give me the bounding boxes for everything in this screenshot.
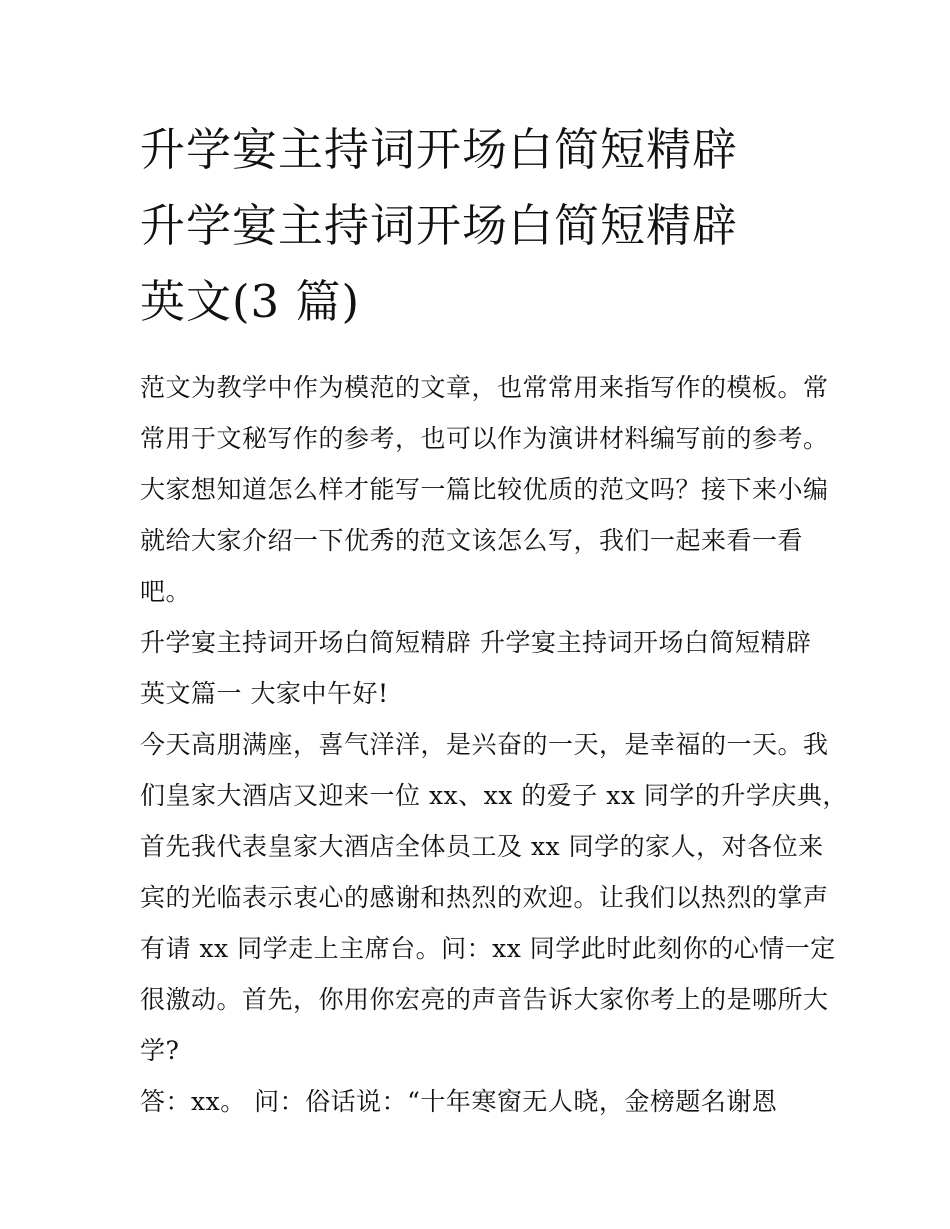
section-heading-paragraph <box>140 617 820 719</box>
text-line: 答：xx。 问：俗话说：“十年寒窗无人晓，金榜题名谢恩 <box>140 1087 778 1116</box>
document-content <box>140 112 848 1127</box>
text-line: 就给大家介绍一下优秀的范文该怎么写，我们一起来看一看 <box>140 526 804 555</box>
text-line: 英文篇一 大家中午好! <box>140 679 389 708</box>
text-line: 首先我代表皇家大酒店全体员工及 xx 同学的家人，对各位来 <box>140 832 824 861</box>
title-line: 升学宴主持词开场白简短精辟 <box>140 123 739 176</box>
title-line: 英文(3 篇) <box>140 275 361 328</box>
title-line: 升学宴主持词开场白简短精辟 <box>140 199 739 252</box>
text-line: 学? <box>140 1036 180 1065</box>
body-paragraph <box>140 719 848 1076</box>
intro-paragraph <box>140 362 829 617</box>
text-line: 升学宴主持词开场白简短精辟 升学宴主持词开场白简短精辟 <box>140 628 812 657</box>
text-line: 们皇家大酒店又迎来一位 xx、xx 的爱子 xx 同学的升学庆典， <box>140 781 848 810</box>
dialogue-paragraph <box>140 1076 820 1127</box>
text-line: 范文为教学中作为模范的文章，也常常用来指写作的模板。常 <box>140 373 829 402</box>
text-line: 宾的光临表示衷心的感谢和热烈的欢迎。让我们以热烈的掌声 <box>140 883 829 912</box>
text-line: 很激动。首先，你用你宏亮的声音告诉大家你考上的是哪所大 <box>140 985 829 1014</box>
text-line: 常用于文秘写作的参考，也可以作为演讲材料编写前的参考。 <box>140 424 829 453</box>
text-line: 有请 xx 同学走上主席台。问：xx 同学此时此刻你的心情一定 <box>140 934 836 963</box>
text-line: 今天高朋满座，喜气洋洋，是兴奋的一天，是幸福的一天。我 <box>140 730 829 759</box>
text-line: 吧。 <box>140 577 192 606</box>
document-title <box>140 112 820 340</box>
text-line: 大家想知道怎么样才能写一篇比较优质的范文吗？接下来小编 <box>140 475 829 504</box>
